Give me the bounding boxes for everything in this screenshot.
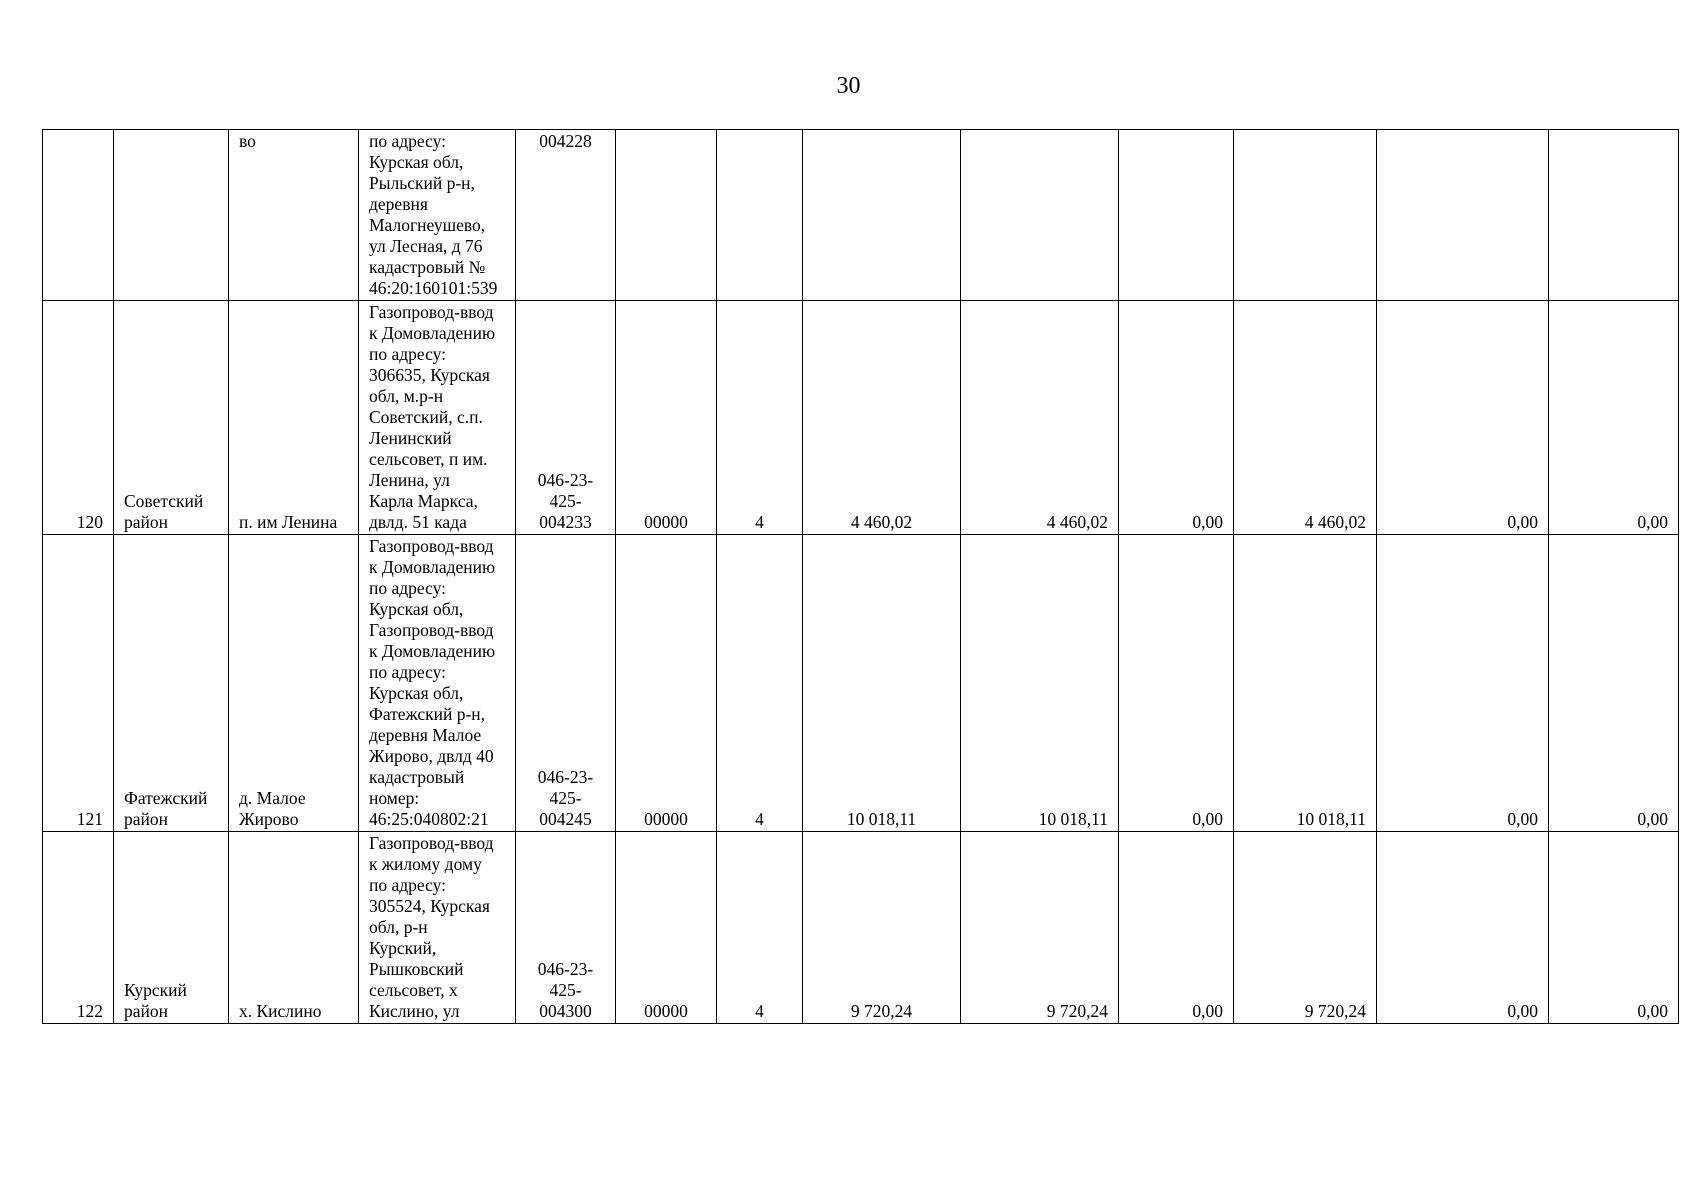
object-code-cell: 004228 bbox=[516, 130, 616, 301]
description-cell: Газопровод-ввод к Домовладению по адресу: 306635, Курская обл, м.р-н Советский, с.п. Ленинский сельсовет, п им. Ленина, ул Карла Маркса, двлд. 51 када bbox=[359, 301, 516, 535]
amount-cell: 4 460,02 bbox=[803, 301, 961, 535]
table-cell bbox=[717, 130, 803, 301]
amount-cell: 0,00 bbox=[1377, 832, 1549, 1024]
row-index-cell: 122 bbox=[43, 832, 114, 1024]
district-cell: Советский район bbox=[114, 301, 229, 535]
table-row bbox=[43, 832, 1679, 1024]
amount-cell: 0,00 bbox=[1549, 832, 1679, 1024]
row-index-cell: 121 bbox=[43, 535, 114, 832]
object-code-cell: 046-23- 425- 004233 bbox=[516, 301, 616, 535]
locality-cell: д. Малое Жирово bbox=[229, 535, 359, 832]
page-number: 30 bbox=[836, 73, 861, 99]
description-cell: Газопровод-ввод к Домовладению по адресу: Курская обл, Газопровод-ввод к Домовладению по адресу: Курская обл, Фатежский р-н, деревня Малое Жирово, двлд 40 кадастровый номер: 46:25:040802:21 bbox=[359, 535, 516, 832]
amount-cell: 0,00 bbox=[1549, 535, 1679, 832]
amount-cell: 10 018,11 bbox=[1234, 535, 1377, 832]
amount-cell: 0,00 bbox=[1549, 301, 1679, 535]
amount-cell: 10 018,11 bbox=[961, 535, 1119, 832]
table-cell bbox=[961, 130, 1119, 301]
table-row bbox=[43, 301, 1679, 535]
locality-cell: во bbox=[229, 130, 359, 301]
table-cell bbox=[803, 130, 961, 301]
locality-cell: х. Кислино bbox=[229, 832, 359, 1024]
amount-cell: 0,00 bbox=[1119, 832, 1234, 1024]
table-cell bbox=[616, 130, 717, 301]
table-cell: 00000 bbox=[616, 832, 717, 1024]
table-cell: 00000 bbox=[616, 535, 717, 832]
row-index-cell: 120 bbox=[43, 301, 114, 535]
table-cell bbox=[1119, 130, 1234, 301]
district-cell bbox=[114, 130, 229, 301]
registry-table bbox=[42, 129, 1679, 1024]
description-cell: Газопровод-ввод к жилому дому по адресу: 305524, Курская обл, р-н Курский, Рышковский сельсовет, х Кислино, ул bbox=[359, 832, 516, 1024]
amount-cell: 9 720,24 bbox=[1234, 832, 1377, 1024]
amount-cell: 0,00 bbox=[1377, 535, 1549, 832]
table-row bbox=[43, 130, 1679, 301]
description-cell: по адресу: Курская обл, Рыльский р-н, деревня Малогнеушево, ул Лесная, д 76 кадастровый № 46:20:160101:539 bbox=[359, 130, 516, 301]
table-cell bbox=[1549, 130, 1679, 301]
amount-cell: 0,00 bbox=[1119, 301, 1234, 535]
row-index-cell bbox=[43, 130, 114, 301]
table-row bbox=[43, 535, 1679, 832]
amount-cell: 9 720,24 bbox=[803, 832, 961, 1024]
table-cell: 4 bbox=[717, 535, 803, 832]
district-cell: Фатежский район bbox=[114, 535, 229, 832]
amount-cell: 4 460,02 bbox=[1234, 301, 1377, 535]
amount-cell: 0,00 bbox=[1119, 535, 1234, 832]
amount-cell: 9 720,24 bbox=[961, 832, 1119, 1024]
district-cell: Курский район bbox=[114, 832, 229, 1024]
table-cell: 4 bbox=[717, 301, 803, 535]
locality-cell: п. им Ленина bbox=[229, 301, 359, 535]
object-code-cell: 046-23- 425- 004300 bbox=[516, 832, 616, 1024]
amount-cell: 10 018,11 bbox=[803, 535, 961, 832]
table-cell: 4 bbox=[717, 832, 803, 1024]
amount-cell: 4 460,02 bbox=[961, 301, 1119, 535]
table-cell bbox=[1234, 130, 1377, 301]
table-cell bbox=[1377, 130, 1549, 301]
table-cell: 00000 bbox=[616, 301, 717, 535]
amount-cell: 0,00 bbox=[1377, 301, 1549, 535]
object-code-cell: 046-23- 425- 004245 bbox=[516, 535, 616, 832]
